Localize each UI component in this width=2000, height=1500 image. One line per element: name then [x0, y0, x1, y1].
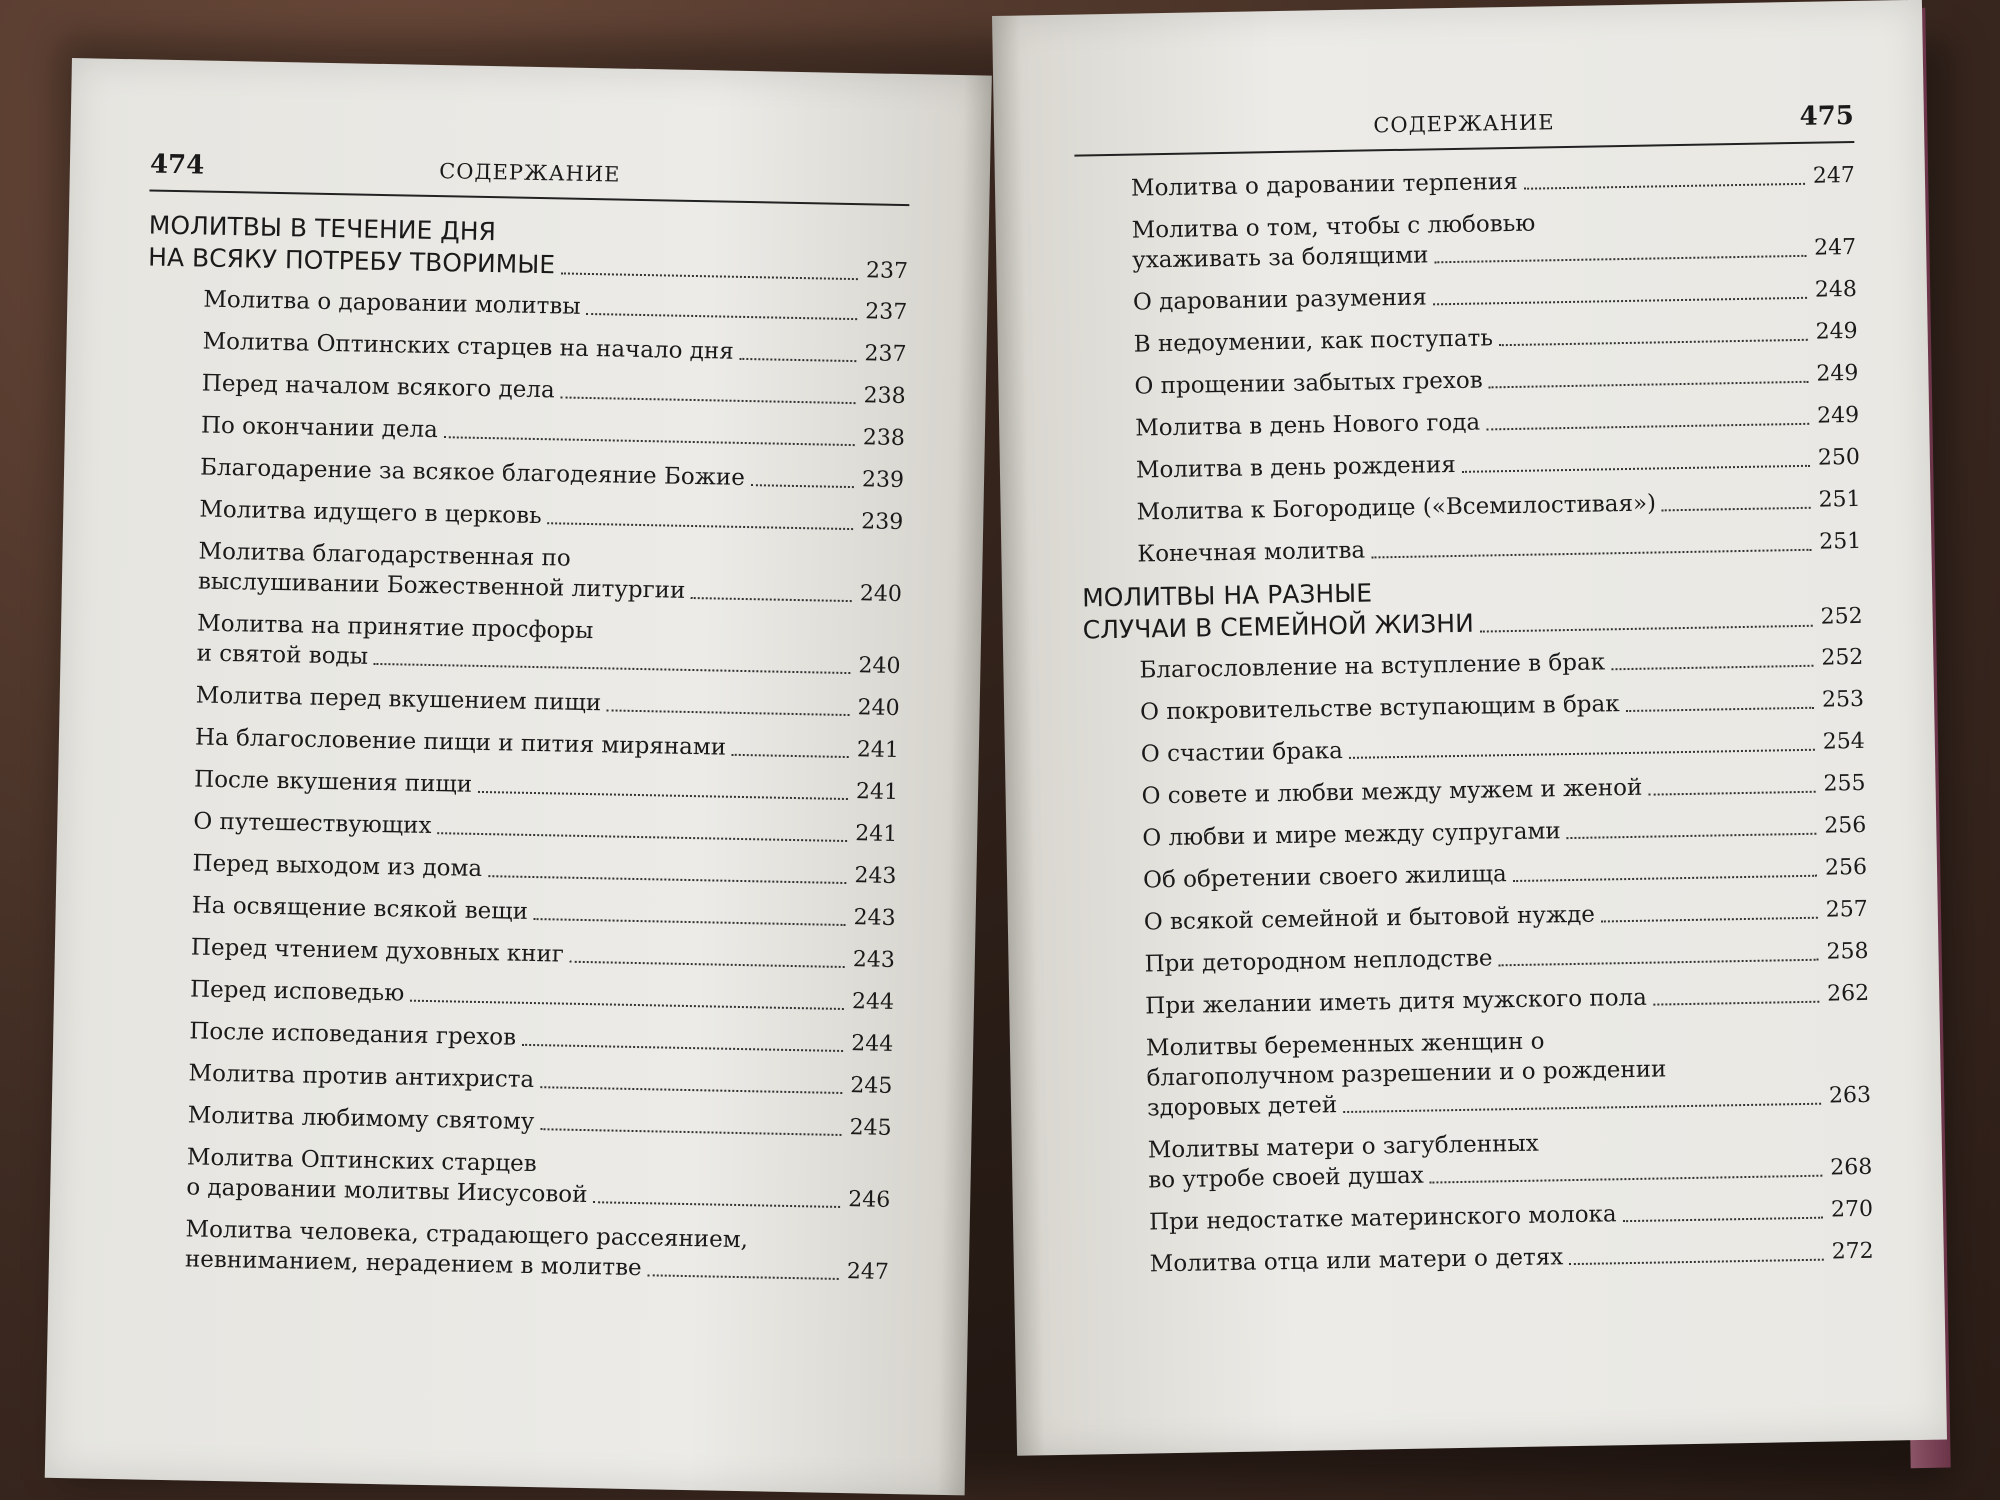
toc-entry-title-line: В недоумении, как поступать: [1133, 325, 1494, 358]
toc-entry-title-line: во утробе своей душах: [1148, 1162, 1424, 1194]
toc-page-number: 247: [846, 1259, 890, 1285]
toc-entry-row: [189, 1016, 893, 1060]
left-running-title: СОДЕРЖАНИЕ: [439, 159, 621, 187]
toc-page-number: 253: [1821, 686, 1865, 713]
toc-entry-row: [1133, 317, 1857, 360]
toc-entry-title-line: При недостатке материнского молока: [1148, 1201, 1617, 1236]
dot-leader: [1499, 339, 1808, 346]
toc-entry-title-line: О любви и мире между супругами: [1142, 818, 1561, 852]
dot-leader: [751, 484, 854, 488]
toc-entry-title-line: После вкушения пищи: [193, 766, 473, 798]
toc-page-number: 251: [1818, 486, 1861, 513]
toc-section-heading: [1082, 569, 1863, 647]
dot-leader: [1430, 1175, 1823, 1184]
toc-entry-row: [187, 1100, 891, 1144]
toc-entry: [142, 535, 903, 610]
toc-page-number: 268: [1830, 1154, 1873, 1181]
toc-entry: [1094, 1237, 1874, 1281]
left-toc-list: [129, 210, 909, 1288]
toc-page-number: 250: [1817, 444, 1861, 471]
toc-page-number: 243: [853, 905, 896, 931]
toc-page-number: 239: [861, 509, 904, 536]
toc-entry: [1087, 853, 1867, 897]
toc-page-number: 256: [1824, 812, 1867, 839]
dot-leader: [1567, 833, 1817, 839]
toc-entry-title-line: О счастии брака: [1140, 737, 1344, 768]
toc-entry: [1079, 401, 1859, 445]
toc-entry: [1083, 643, 1863, 687]
toc-entry-title-line: При детородном неплодстве: [1144, 945, 1493, 978]
toc-page-number: 240: [857, 695, 900, 722]
toc-entry: [132, 1057, 892, 1102]
toc-entry-title-line: Благодарение за всякое благодеяние Божие: [199, 454, 746, 491]
toc-entry: [135, 931, 895, 976]
toc-entry: [1086, 811, 1866, 855]
toc-page-number: 240: [858, 653, 901, 680]
toc-entry-title-line: выслушивании Божественной литургии: [197, 568, 686, 604]
toc-entry: [1088, 895, 1868, 939]
toc-entry-row: [1144, 937, 1868, 980]
toc-entry-row: [195, 722, 899, 766]
toc-entry-row: [1136, 443, 1860, 486]
toc-entry-title-line: Молитва любимому святому: [187, 1102, 535, 1136]
dot-leader: [1433, 297, 1807, 306]
toc-entry-row: [201, 369, 905, 413]
toc-entry-row: [1137, 527, 1861, 570]
toc-entry-row: [200, 453, 904, 497]
toc-entry-title-line: Молитва о даровании молитвы: [203, 286, 581, 320]
dot-leader: [410, 1000, 844, 1010]
toc-entry: [131, 1099, 891, 1144]
dot-leader: [1513, 875, 1817, 882]
toc-entry-title-line: Молитва в день Нового года: [1134, 409, 1481, 442]
toc-entry-row: [190, 974, 894, 1018]
toc-entry-title-line: Молитвы матери о загубленных: [1147, 1130, 1539, 1164]
toc-page-number: 238: [862, 425, 906, 452]
dot-leader: [1601, 917, 1818, 923]
toc-entry-row: [1134, 359, 1858, 402]
dot-leader: [1653, 1001, 1819, 1006]
dot-leader: [1662, 507, 1811, 512]
toc-page-number: 244: [850, 1031, 894, 1057]
toc-page-number: 237: [865, 299, 908, 326]
toc-page-number: 254: [1822, 728, 1866, 755]
toc-entry: [147, 283, 907, 328]
toc-entry: [1080, 443, 1860, 487]
dot-leader: [478, 791, 848, 800]
toc-entry-title-line: О совете и любви между мужем и женой: [1141, 774, 1643, 810]
toc-page-number: 240: [859, 581, 903, 608]
dot-leader: [586, 313, 857, 320]
toc-page-number: 262: [1826, 980, 1870, 1007]
toc-entry: [144, 451, 904, 496]
toc-entry: [135, 889, 895, 934]
toc-entry-row: [1144, 895, 1868, 938]
toc-entry: [1080, 485, 1860, 529]
toc-page-number: 251: [1819, 528, 1862, 555]
left-running-head: [149, 150, 910, 207]
toc-entry-title-line: Перед выходом из дома: [192, 850, 483, 883]
toc-entry: [137, 805, 897, 850]
dot-leader: [1524, 183, 1805, 190]
dot-leader: [437, 832, 847, 842]
toc-entry: [136, 847, 896, 892]
toc-page-number: 255: [1823, 770, 1866, 797]
toc-entry-row: [1131, 161, 1855, 204]
dot-leader: [1611, 665, 1813, 671]
toc-page-number: 237: [865, 258, 909, 285]
toc-entry-row: [1145, 979, 1869, 1022]
toc-entry-title-line: ухаживать за болящими: [1132, 242, 1429, 274]
dot-leader: [647, 1274, 838, 1280]
toc-entry-title-line: Молитва благодарственная по: [198, 538, 571, 572]
right-toc-list: [1075, 161, 1874, 1280]
toc-entry-title-line: МОЛИТВЫ НА РАЗНЫЕ: [1081, 578, 1373, 613]
toc-entry-title-line: Благословление на вступление в брак: [1139, 649, 1606, 684]
toc-entry-row: [1133, 275, 1857, 318]
dot-leader: [488, 875, 846, 884]
dot-leader: [1626, 707, 1815, 712]
toc-entry: [129, 1213, 890, 1288]
toc-entry-row: [1143, 853, 1867, 896]
dot-leader: [593, 1201, 840, 1208]
right-page: [992, 0, 1947, 1456]
right-running-title: СОДЕРЖАНИЕ: [1373, 110, 1555, 138]
toc-entry-title-line: О покровительстве вступающим в брак: [1139, 691, 1620, 726]
toc-page-number: 272: [1831, 1238, 1874, 1265]
toc-entry-row: [1135, 401, 1859, 444]
toc-entry: [145, 367, 905, 412]
toc-entry-title-line: Перед чтением духовных книг: [190, 934, 565, 968]
dot-leader: [1462, 465, 1810, 473]
toc-page-number: 257: [1825, 896, 1868, 923]
toc-entry: [139, 721, 899, 766]
toc-entry-title-line: Перед исповедью: [189, 976, 405, 1007]
right-page-content: [1074, 101, 1874, 1292]
left-page-content: [128, 150, 910, 1300]
dot-leader: [1349, 749, 1815, 759]
toc-entry-row: [191, 890, 895, 934]
dot-leader: [1371, 549, 1811, 559]
toc-entry-title-line: Молитва идущего в церковь: [199, 496, 542, 530]
toc-entry-row: [202, 327, 906, 371]
toc-entry-title-line: При желании иметь дитя мужского пола: [1145, 984, 1648, 1020]
toc-section-heading: [148, 210, 909, 289]
toc-page-number: 256: [1824, 854, 1868, 881]
toc-entry-title-line: благополучном разрешении и о рождении: [1146, 1056, 1667, 1092]
toc-entry: [1078, 317, 1858, 361]
dot-leader: [444, 436, 855, 446]
toc-entry: [134, 973, 894, 1018]
toc-entry-title-line: Молитва перед вкушением пищи: [195, 682, 602, 717]
toc-page-number: 241: [855, 821, 898, 847]
toc-page-number: 245: [849, 1115, 892, 1141]
toc-entry-row: [1142, 811, 1866, 854]
toc-entry-row: [201, 411, 905, 455]
dot-leader: [1569, 1259, 1824, 1265]
toc-entry-title-line: Конечная молитва: [1137, 537, 1366, 568]
toc-entry: [133, 1015, 893, 1060]
toc-page-number: 263: [1828, 1082, 1872, 1109]
dot-leader: [561, 272, 858, 280]
toc-entry-title-line: О путешествующих: [193, 808, 432, 840]
toc-page-number: 252: [1820, 603, 1863, 630]
toc-entry: [1093, 1195, 1873, 1239]
toc-page-number: 258: [1826, 938, 1869, 965]
toc-entry-title-line: Молитва к Богородице («Всемилостивая»): [1136, 490, 1657, 526]
toc-entry-title-line: Молитва Оптинских старцев: [186, 1144, 537, 1178]
toc-page-number: 238: [863, 383, 906, 410]
toc-entry-title-line: На благословение пищи и пития мирянами: [194, 724, 727, 761]
toc-page-number: 245: [850, 1073, 893, 1099]
toc-entry: [1090, 1021, 1871, 1125]
toc-entry-row: [192, 848, 896, 892]
dot-leader: [534, 918, 846, 926]
dot-leader: [1480, 625, 1813, 633]
toc-entry: [1089, 979, 1869, 1023]
dot-leader: [1343, 1103, 1821, 1113]
right-running-head: [1074, 101, 1855, 157]
toc-entry-row: [203, 285, 907, 329]
toc-entry-title-line: СЛУЧАИ В СЕМЕЙНОЙ ЖИЗНИ: [1082, 608, 1475, 645]
dot-leader: [540, 1128, 841, 1136]
toc-entry-title-line: Молитва отца или матери о детях: [1149, 1244, 1564, 1278]
toc-entry-row: [1149, 1195, 1873, 1238]
toc-entry-row: [1140, 685, 1864, 728]
toc-entry-row: [191, 932, 895, 976]
toc-entry-title-line: Молитва Оптинских старцев на начало дня: [202, 328, 734, 365]
toc-entry-title-line: и святой воды: [196, 640, 369, 670]
toc-entry: [1084, 685, 1864, 729]
toc-entry: [140, 679, 900, 724]
dot-leader: [607, 709, 850, 716]
toc-entry-title-line: Молитва против антихриста: [188, 1060, 535, 1094]
toc-entry-title-line: Молитва на принятие просфоры: [196, 610, 594, 645]
dot-leader: [522, 1044, 843, 1052]
dot-leader: [374, 663, 850, 674]
toc-page-number: 241: [855, 779, 899, 805]
left-page-number: 474: [149, 149, 205, 181]
toc-page-number: 244: [851, 989, 895, 1015]
toc-entry: [140, 607, 901, 682]
toc-entry: [1075, 161, 1855, 205]
toc-page-number: 249: [1816, 402, 1860, 429]
toc-page-number: 241: [856, 737, 900, 763]
toc-entry: [1092, 1123, 1873, 1197]
toc-entry: [145, 409, 905, 454]
toc-page-number: 247: [1812, 162, 1856, 189]
toc-entry: [130, 1141, 891, 1216]
toc-entry-title-line: После исповедания грехов: [189, 1018, 517, 1051]
toc-entry-title-line: невниманием, нерадением в молитве: [184, 1246, 642, 1282]
toc-entry-title-line: О прощении забытых грехов: [1134, 367, 1483, 400]
dot-leader: [691, 597, 852, 602]
toc-entry-title-line: Молитвы беременных женщин о: [1145, 1028, 1545, 1062]
toc-entry-title-line: здоровых детей: [1146, 1092, 1338, 1122]
toc-page-number: 252: [1821, 644, 1864, 671]
dot-leader: [732, 754, 849, 758]
toc-entry-title-line: Молитва в день рождения: [1135, 451, 1457, 484]
toc-entry-title-line: Молитва о даровании терпения: [1130, 168, 1518, 202]
dot-leader: [540, 1086, 842, 1094]
toc-entry-title-line: Молитва человека, страдающего рассеянием,: [185, 1216, 749, 1254]
dot-leader: [1489, 381, 1809, 389]
dot-leader: [1499, 959, 1819, 967]
dot-leader: [1486, 423, 1809, 431]
dot-leader: [740, 358, 857, 362]
toc-page-number: 243: [854, 863, 897, 889]
toc-entry-title-line: Перед началом всякого дела: [201, 370, 555, 404]
dot-leader: [561, 396, 856, 404]
toc-entry: [138, 763, 898, 808]
toc-entry: [1078, 359, 1858, 403]
toc-entry-row: [1136, 485, 1860, 528]
toc-page-number: 247: [1813, 234, 1857, 261]
toc-entry-title-line: о даровании молитвы Иисусовой: [186, 1174, 588, 1209]
dot-leader: [1435, 255, 1807, 263]
toc-entry-title-line: МОЛИТВЫ В ТЕЧЕНИЕ ДНЯ: [148, 210, 497, 247]
toc-entry: [1077, 275, 1857, 319]
dot-leader: [1623, 1217, 1823, 1222]
toc-entry-row: [1141, 727, 1865, 770]
toc-page-number: 246: [847, 1187, 891, 1213]
toc-page-number: 249: [1815, 318, 1858, 345]
toc-entry: [1076, 203, 1857, 277]
toc-entry-row: [195, 680, 899, 724]
toc-entry: [1085, 727, 1865, 771]
toc-entry-row: [1139, 643, 1863, 686]
toc-entry-title-line: НА ВСЯКУ ПОТРЕБУ ТВОРИМЫЕ: [147, 242, 556, 280]
toc-entry: [146, 325, 906, 370]
toc-entry: [1088, 937, 1868, 981]
toc-entry: [1081, 527, 1861, 571]
toc-entry-title-line: О даровании разумения: [1132, 284, 1427, 316]
toc-page-number: 270: [1830, 1196, 1874, 1223]
toc-entry-row: [199, 495, 903, 539]
toc-page-number: 237: [864, 341, 907, 368]
toc-page-number: 243: [852, 947, 896, 973]
toc-entry-row: [1141, 769, 1865, 812]
toc-page-number: 249: [1816, 360, 1859, 387]
toc-page-number: 248: [1814, 276, 1858, 303]
toc-entry: [143, 493, 903, 538]
dot-leader: [1648, 791, 1815, 796]
dot-leader: [570, 961, 845, 968]
toc-entry-title-line: Об обретении своего жилища: [1142, 861, 1507, 894]
right-page-number: 475: [1799, 100, 1855, 132]
toc-entry-row: [194, 764, 898, 808]
toc-entry-row: [188, 1058, 892, 1102]
toc-page-number: 239: [861, 467, 905, 494]
toc-entry-title-line: По окончании дела: [200, 412, 439, 444]
toc-entry-title-line: На освящение всякой вещи: [191, 892, 529, 925]
dot-leader: [547, 522, 853, 530]
toc-entry-row: [1150, 1237, 1874, 1280]
toc-entry-row: [193, 806, 897, 850]
toc-entry-title-line: О всякой семейной и бытовой нужде: [1143, 901, 1596, 936]
toc-entry: [1085, 769, 1865, 813]
toc-entry-title-line: Молитва о том, чтобы с любовью: [1131, 210, 1536, 244]
left-page: [45, 58, 992, 1495]
